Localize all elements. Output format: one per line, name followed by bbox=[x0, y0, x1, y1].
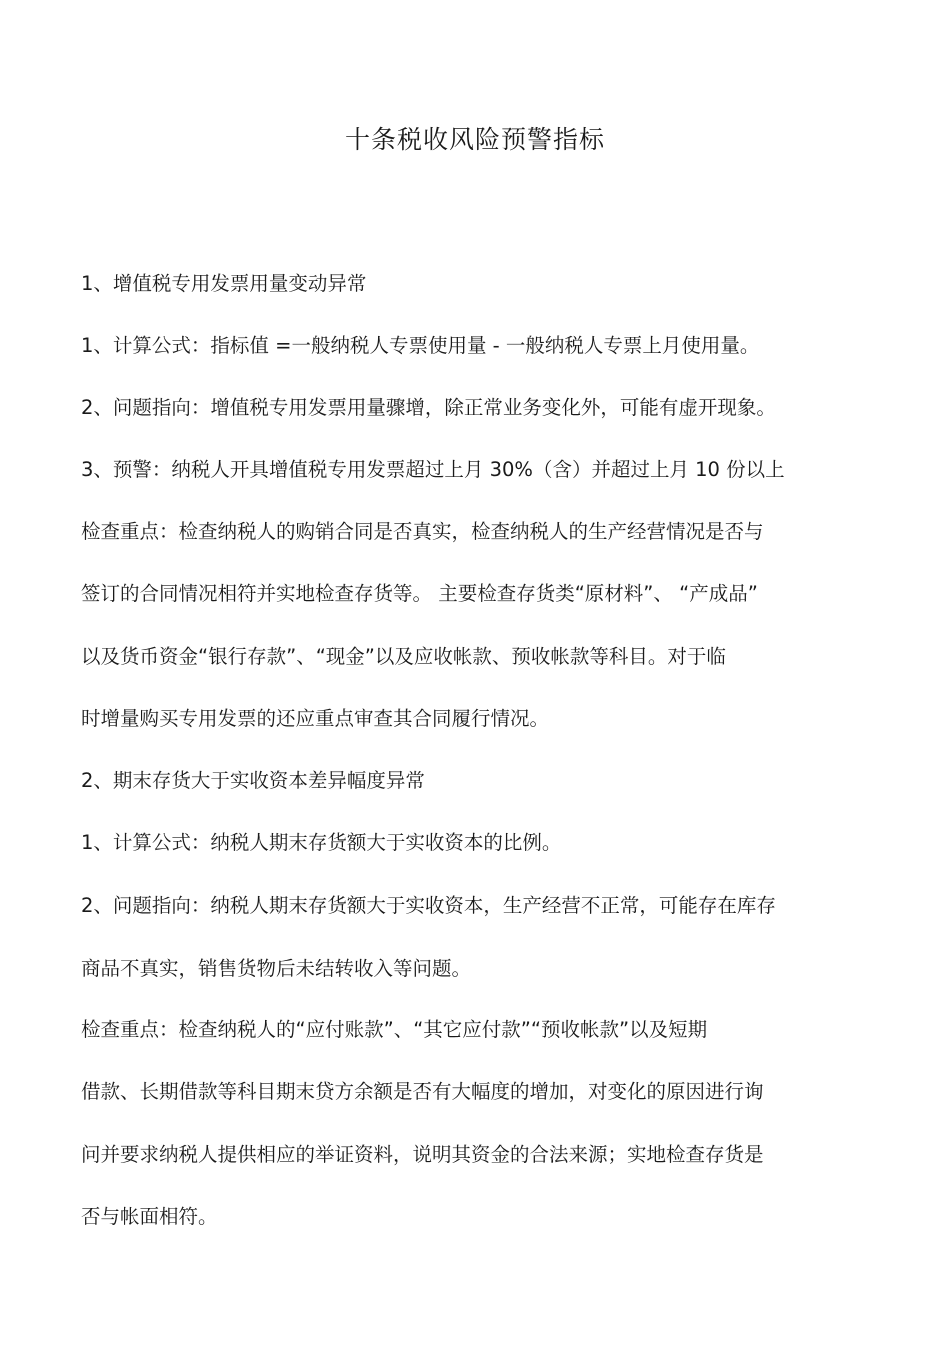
section-heading-2: 2、期末存货大于实收资本差异幅度异常 bbox=[81, 769, 425, 792]
paragraph-line: 签订的合同情况相符并实地检查存货等。 主要检查存货类“原材料”、 “产成品” bbox=[81, 582, 758, 605]
paragraph-line: 1、计算公式：指标值 =一般纳税人专票使用量 - 一般纳税人专票上月使用量。 bbox=[81, 334, 760, 357]
paragraph-line: 2、问题指向：增值税专用发票用量骤增，除正常业务变化外，可能有虚开现象。 bbox=[81, 396, 776, 419]
paragraph-line: 问并要求纳税人提供相应的举证资料，说明其资金的合法来源；实地检查存货是 bbox=[81, 1143, 764, 1166]
paragraph-line: 借款、长期借款等科目期末贷方余额是否有大幅度的增加，对变化的原因进行询 bbox=[81, 1080, 764, 1103]
paragraph-line: 检查重点：检查纳税人的“应付账款”、“其它应付款”“预收帐款”以及短期 bbox=[81, 1018, 708, 1041]
document-title: 十条税收风险预警指标 bbox=[344, 125, 605, 154]
paragraph-line: 时增量购买专用发票的还应重点审查其合同履行情况。 bbox=[81, 707, 550, 730]
section-heading-1: 1、增值税专用发票用量变动异常 bbox=[81, 272, 367, 295]
paragraph-line: 商品不真实，销售货物后未结转收入等问题。 bbox=[81, 957, 472, 980]
paragraph-line: 以及货币资金“银行存款”、“现金”以及应收帐款、预收帐款等科目。对于临 bbox=[81, 645, 726, 668]
paragraph-line: 3、预警：纳税人开具增值税专用发票超过上月 30%（含）并超过上月 10 份以上 bbox=[81, 458, 785, 481]
paragraph-line: 检查重点：检查纳税人的购销合同是否真实，检查纳税人的生产经营情况是否与 bbox=[81, 520, 764, 543]
paragraph-line: 否与帐面相符。 bbox=[81, 1205, 218, 1228]
paragraph-line: 1、计算公式：纳税人期末存货额大于实收资本的比例。 bbox=[81, 831, 562, 854]
paragraph-line: 2、问题指向：纳税人期末存货额大于实收资本，生产经营不正常，可能存在库存 bbox=[81, 894, 776, 917]
